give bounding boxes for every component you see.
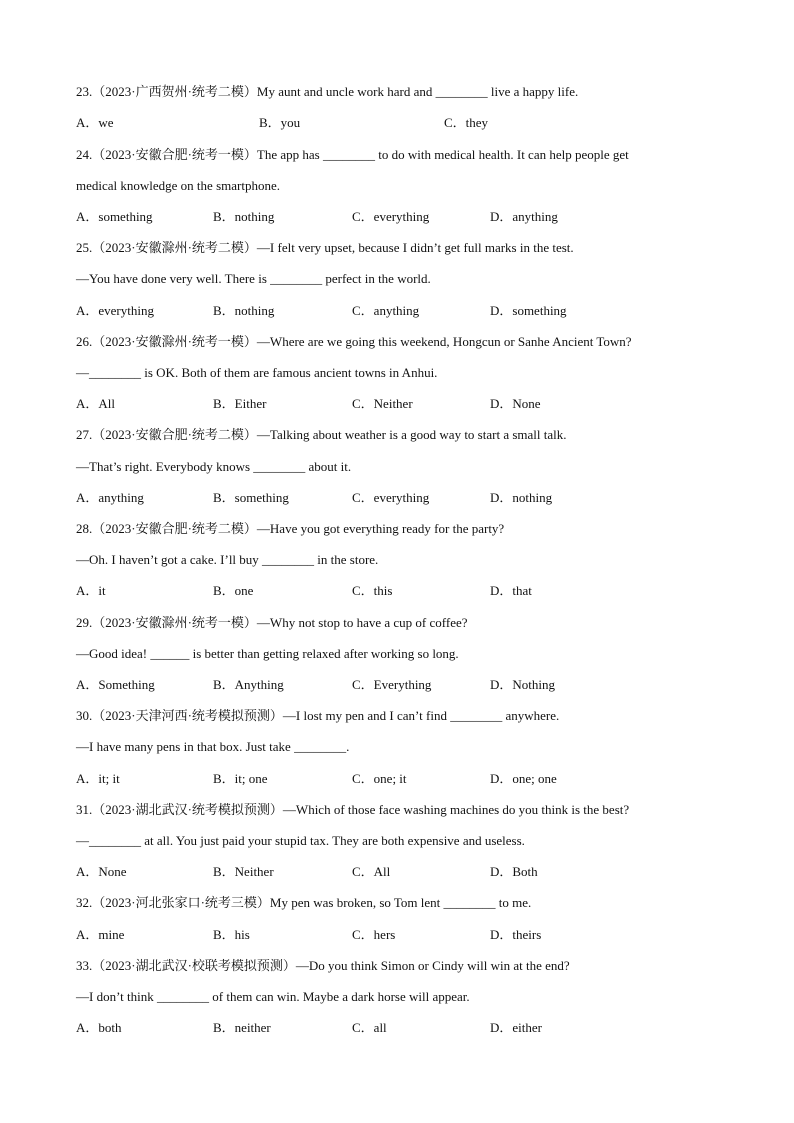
option-c[interactable]: C．everything xyxy=(352,490,430,505)
option-c[interactable]: C．all xyxy=(352,1020,387,1035)
option-b[interactable]: B．it; one xyxy=(213,771,268,786)
question-text-continued: —You have done very well. There is ________ perfect in the world. xyxy=(76,271,431,286)
question-text: —I lost my pen and I can’t find ________ anywhere. xyxy=(282,708,560,723)
question-stem: 28.（2023·安徽合肥·统考二模）—Have you got everything ready for the party? xyxy=(76,521,505,536)
option-a[interactable]: A．it xyxy=(76,583,106,598)
question-stem: 25.（2023·安徽滁州·统考二模）—I felt very upset, because I didn’t get full marks in the test. xyxy=(76,240,574,255)
question-text: —Why not stop to have a cup of coffee? xyxy=(256,615,468,630)
question-text-continued: —________ is OK. Both of them are famous ancient towns in Anhui. xyxy=(76,365,438,380)
option-c[interactable]: C．one; it xyxy=(352,771,407,786)
option-a[interactable]: A．both xyxy=(76,1020,122,1035)
question-number: 24 xyxy=(76,147,89,162)
option-c[interactable]: C．All xyxy=(352,864,391,879)
option-b[interactable]: B．neither xyxy=(213,1020,271,1035)
option-d[interactable]: D．theirs xyxy=(490,927,542,942)
question-text: My aunt and uncle work hard and ________ live a happy life. xyxy=(256,84,579,99)
question-number: 26 xyxy=(76,334,89,349)
question-source: （2023·安徽滁州·统考一模） xyxy=(92,615,257,630)
option-b[interactable]: B．Anything xyxy=(213,677,284,692)
option-b[interactable]: B．nothing xyxy=(213,209,275,224)
option-c[interactable]: C．anything xyxy=(352,303,420,318)
question-text: —Where are we going this weekend, Hongcun or Sanhe Ancient Town? xyxy=(256,334,632,349)
question-stem: 23.（2023·广西贺州·统考二模）My aunt and uncle work hard and ________ live a happy life. xyxy=(76,84,579,99)
question-text-continued: —I don’t think ________ of them can win. Maybe a dark horse will appear. xyxy=(76,989,470,1004)
question-source: （2023·河北张家口·统考三模） xyxy=(92,895,270,910)
option-b[interactable]: B．something xyxy=(213,490,289,505)
option-c[interactable]: C．Everything xyxy=(352,677,432,692)
option-b[interactable]: B．nothing xyxy=(213,303,275,318)
question-stem: 31.（2023·湖北武汉·统考模拟预测）—Which of those face washing machines do you think is the best? xyxy=(76,802,630,817)
option-a[interactable]: A．anything xyxy=(76,490,144,505)
option-a[interactable]: A．None xyxy=(76,864,127,879)
option-a[interactable]: A．mine xyxy=(76,927,125,942)
question-source: （2023·广西贺州·统考二模） xyxy=(92,84,257,99)
option-c[interactable]: C．everything xyxy=(352,209,430,224)
question-source: （2023·天津河西·统考模拟预测） xyxy=(92,708,283,723)
question-text-continued: —I have many pens in that box. Just take ________. xyxy=(76,739,350,754)
question-stem: 33.（2023·湖北武汉·校联考模拟预测）—Do you think Simon or Cindy will win at the end? xyxy=(76,958,570,973)
question-number: 28 xyxy=(76,521,89,536)
option-c[interactable]: C．they xyxy=(444,115,489,130)
question-source: （2023·安徽合肥·统考二模） xyxy=(92,521,257,536)
option-b[interactable]: B．one xyxy=(213,583,254,598)
question-source: （2023·湖北武汉·校联考模拟预测） xyxy=(92,958,296,973)
question-number: 30 xyxy=(76,708,89,723)
question-number: 23 xyxy=(76,84,89,99)
question-number: 33 xyxy=(76,958,89,973)
question-source: （2023·湖北武汉·统考模拟预测） xyxy=(92,802,283,817)
option-b[interactable]: B．Either xyxy=(213,396,267,411)
question-number: 27 xyxy=(76,427,89,442)
question-text-continued: —Good idea! ______ is better than getting relaxed after working so long. xyxy=(76,646,459,661)
question-text: —Do you think Simon or Cindy will win at the end? xyxy=(295,958,570,973)
question-number: 31 xyxy=(76,802,89,817)
option-d[interactable]: D．Nothing xyxy=(490,677,556,692)
option-b[interactable]: B．his xyxy=(213,927,250,942)
option-a[interactable]: A．everything xyxy=(76,303,154,318)
option-a[interactable]: A．All xyxy=(76,396,116,411)
question-stem: 32.（2023·河北张家口·统考三模）My pen was broken, so Tom lent ________ to me. xyxy=(76,895,532,910)
question-stem: 30.（2023·天津河西·统考模拟预测）—I lost my pen and I can’t find ________ anywhere. xyxy=(76,708,560,723)
question-text: —Which of those face washing machines do you think is the best? xyxy=(282,802,630,817)
question-text: The app has ________ to do with medical health. It can help people get xyxy=(256,147,629,162)
question-stem: 24.（2023·安徽合肥·统考一模）The app has ________ to do with medical health. It can help people get xyxy=(76,147,629,162)
option-d[interactable]: D．nothing xyxy=(490,490,553,505)
question-text-continued: —Oh. I haven’t got a cake. I’ll buy ________ in the store. xyxy=(76,552,379,567)
option-d[interactable]: D．one; one xyxy=(490,771,557,786)
option-c[interactable]: C．this xyxy=(352,583,393,598)
option-b[interactable]: B．you xyxy=(259,115,301,130)
option-c[interactable]: C．hers xyxy=(352,927,396,942)
question-number: 32 xyxy=(76,895,89,910)
question-number: 25 xyxy=(76,240,89,255)
option-a[interactable]: A．Something xyxy=(76,677,155,692)
question-text: —Talking about weather is a good way to start a small talk. xyxy=(256,427,567,442)
option-d[interactable]: D．something xyxy=(490,303,567,318)
question-text: —I felt very upset, because I didn’t get full marks in the test. xyxy=(256,240,574,255)
option-d[interactable]: D．that xyxy=(490,583,532,598)
option-a[interactable]: A．something xyxy=(76,209,153,224)
option-b[interactable]: B．Neither xyxy=(213,864,274,879)
question-source: （2023·安徽合肥·统考二模） xyxy=(92,427,257,442)
option-a[interactable]: A．we xyxy=(76,115,114,130)
option-d[interactable]: D．anything xyxy=(490,209,558,224)
question-source: （2023·安徽滁州·统考一模） xyxy=(92,334,257,349)
question-text-continued: —That’s right. Everybody knows ________ about it. xyxy=(76,459,352,474)
question-source: （2023·安徽合肥·统考一模） xyxy=(92,147,257,162)
question-text: My pen was broken, so Tom lent ________ to me. xyxy=(269,895,532,910)
question-stem: 29.（2023·安徽滁州·统考一模）—Why not stop to have a cup of coffee? xyxy=(76,615,468,630)
question-text-continued: medical knowledge on the smartphone. xyxy=(76,178,280,193)
question-text-continued: —________ at all. You just paid your stupid tax. They are both expensive and useless. xyxy=(76,833,525,848)
option-c[interactable]: C．Neither xyxy=(352,396,413,411)
question-source: （2023·安徽滁州·统考二模） xyxy=(92,240,257,255)
option-d[interactable]: D．None xyxy=(490,396,541,411)
option-d[interactable]: D．either xyxy=(490,1020,542,1035)
option-d[interactable]: D．Both xyxy=(490,864,538,879)
question-stem: 26.（2023·安徽滁州·统考一模）—Where are we going this weekend, Hongcun or Sanhe Ancient Town? xyxy=(76,334,632,349)
option-a[interactable]: A．it; it xyxy=(76,771,120,786)
question-text: —Have you got everything ready for the party? xyxy=(256,521,505,536)
question-number: 29 xyxy=(76,615,89,630)
question-stem: 27.（2023·安徽合肥·统考二模）—Talking about weather is a good way to start a small talk. xyxy=(76,427,567,442)
